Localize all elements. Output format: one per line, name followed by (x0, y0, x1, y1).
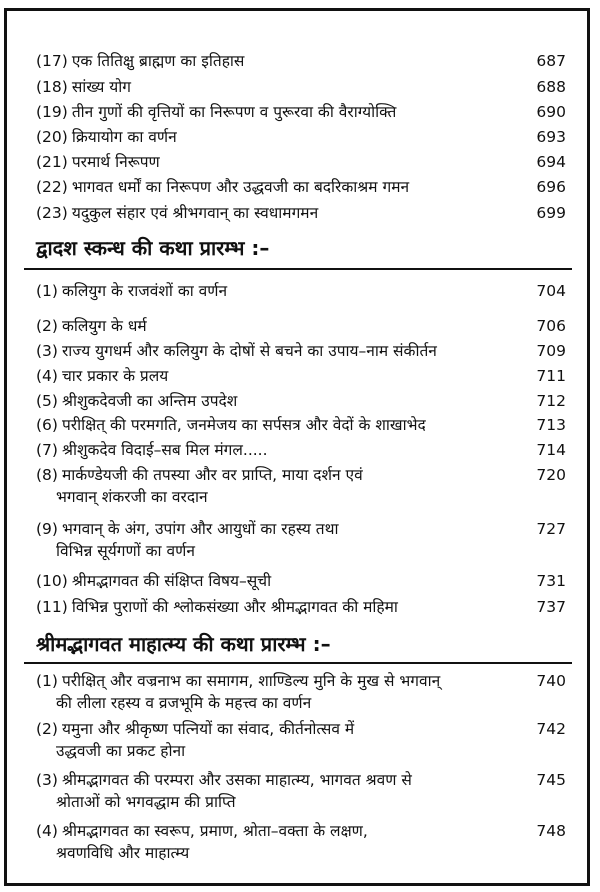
divider (24, 268, 572, 270)
page-number: 740 (536, 672, 566, 690)
toc-entry[interactable]: (20) क्रियायोग का वर्णन 693 (36, 128, 566, 146)
page-number: 693 (536, 128, 566, 146)
toc-entry[interactable]: (8) मार्कण्डेयजी की तपस्या और वर प्राप्ति, माया दर्शन एवं भगवान् शंकरजी का वरदान 720 (36, 466, 566, 506)
toc-entry[interactable]: (11) विभिन्न पुराणों की श्लोकसंख्या और श्रीमद्भागवत की महिमा 737 (36, 598, 566, 616)
section-heading: द्वादश स्कन्ध की कथा प्रारम्भ :– (36, 236, 270, 260)
page-number: 745 (536, 771, 566, 789)
page-number: 714 (536, 441, 566, 459)
toc-entry[interactable]: (7) श्रीशुकदेव विदाई–सब मिल मंगल..... 714 (36, 441, 566, 459)
page-number: 731 (536, 572, 566, 590)
divider (24, 662, 572, 664)
toc-entry[interactable]: (6) परीक्षित् की परमगति, जनमेजय का सर्पसत्र और वेदों के शाखाभेद 713 (36, 416, 566, 434)
toc-entry[interactable]: (5) श्रीशुकदेवजी का अन्तिम उपदेश 712 (36, 392, 566, 410)
toc-entry[interactable]: (23) यदुकुल संहार एवं श्रीभगवान् का स्वधामगमन 699 (36, 204, 566, 222)
page-number: 711 (536, 367, 566, 385)
section-heading: श्रीमद्भागवत माहात्म्य की कथा प्रारम्भ :– (36, 632, 331, 656)
page-number: 709 (536, 342, 566, 360)
page-number: 720 (536, 466, 566, 484)
page-number: 713 (536, 416, 566, 434)
page-number: 706 (536, 317, 566, 335)
toc-entry[interactable]: (2) कलियुग के धर्म 706 (36, 317, 566, 335)
toc-entry[interactable]: (3) श्रीमद्भागवत की परम्परा और उसका माहात्म्य, भागवत श्रवण से श्रोताओं को भगवद्धाम की प्राप्ति 745 (36, 771, 566, 811)
page-number: 688 (536, 78, 566, 96)
toc-entry[interactable]: (4) श्रीमद्भागवत का स्वरूप, प्रमाण, श्रोता–वक्ता के लक्षण, श्रवणविधि और माहात्म्य 748 (36, 822, 566, 862)
toc-entry[interactable]: (2) यमुना और श्रीकृष्ण पत्नियों का संवाद, कीर्तनोत्सव में उद्धवजी का प्रकट होना 742 (36, 720, 566, 760)
toc-entry[interactable]: (3) राज्य युगधर्म और कलियुग के दोषों से बचने का उपाय–नाम संकीर्तन 709 (36, 342, 566, 360)
toc-entry[interactable]: (18) सांख्य योग 688 (36, 78, 566, 96)
toc-entry[interactable]: (22) भागवत धर्मों का निरूपण और उद्धवजी का बदरिकाश्रम गमन 696 (36, 178, 566, 196)
page-number: 748 (536, 822, 566, 840)
toc-entry[interactable]: (9) भगवान् के अंग, उपांग और आयुधों का रहस्य तथा विभिन्न सूर्यगणों का वर्णन 727 (36, 520, 566, 560)
toc-entry[interactable]: (10) श्रीमद्भागवत की संक्षिप्त विषय–सूची 731 (36, 572, 566, 590)
page-number: 742 (536, 720, 566, 738)
toc-entry[interactable]: (17) एक तितिक्षु ब्राह्मण का इतिहास 687 (36, 52, 566, 70)
toc-entry[interactable]: (19) तीन गुणों की वृत्तियों का निरूपण व पुरूरवा की वैराग्योक्ति 690 (36, 103, 566, 121)
page-number: 690 (536, 103, 566, 121)
page-number: 727 (536, 520, 566, 538)
page-number: 704 (536, 282, 566, 300)
page-number: 696 (536, 178, 566, 196)
page-number: 737 (536, 598, 566, 616)
page-number: 694 (536, 153, 566, 171)
page-number: 699 (536, 204, 566, 222)
page-number: 712 (536, 392, 566, 410)
toc-entry[interactable]: (21) परमार्थ निरूपण 694 (36, 153, 566, 171)
toc-entry[interactable]: (1) कलियुग के राजवंशों का वर्णन 704 (36, 282, 566, 300)
toc-entry[interactable]: (4) चार प्रकार के प्रलय 711 (36, 367, 566, 385)
page-number: 687 (536, 52, 566, 70)
toc-entry[interactable]: (1) परीक्षित् और वज्रनाभ का समागम, शाण्डिल्य मुनि के मुख से भगवान् की लीला रहस्य व व्रजभूमि के महत्त्व का वर्णन 740 (36, 672, 566, 712)
